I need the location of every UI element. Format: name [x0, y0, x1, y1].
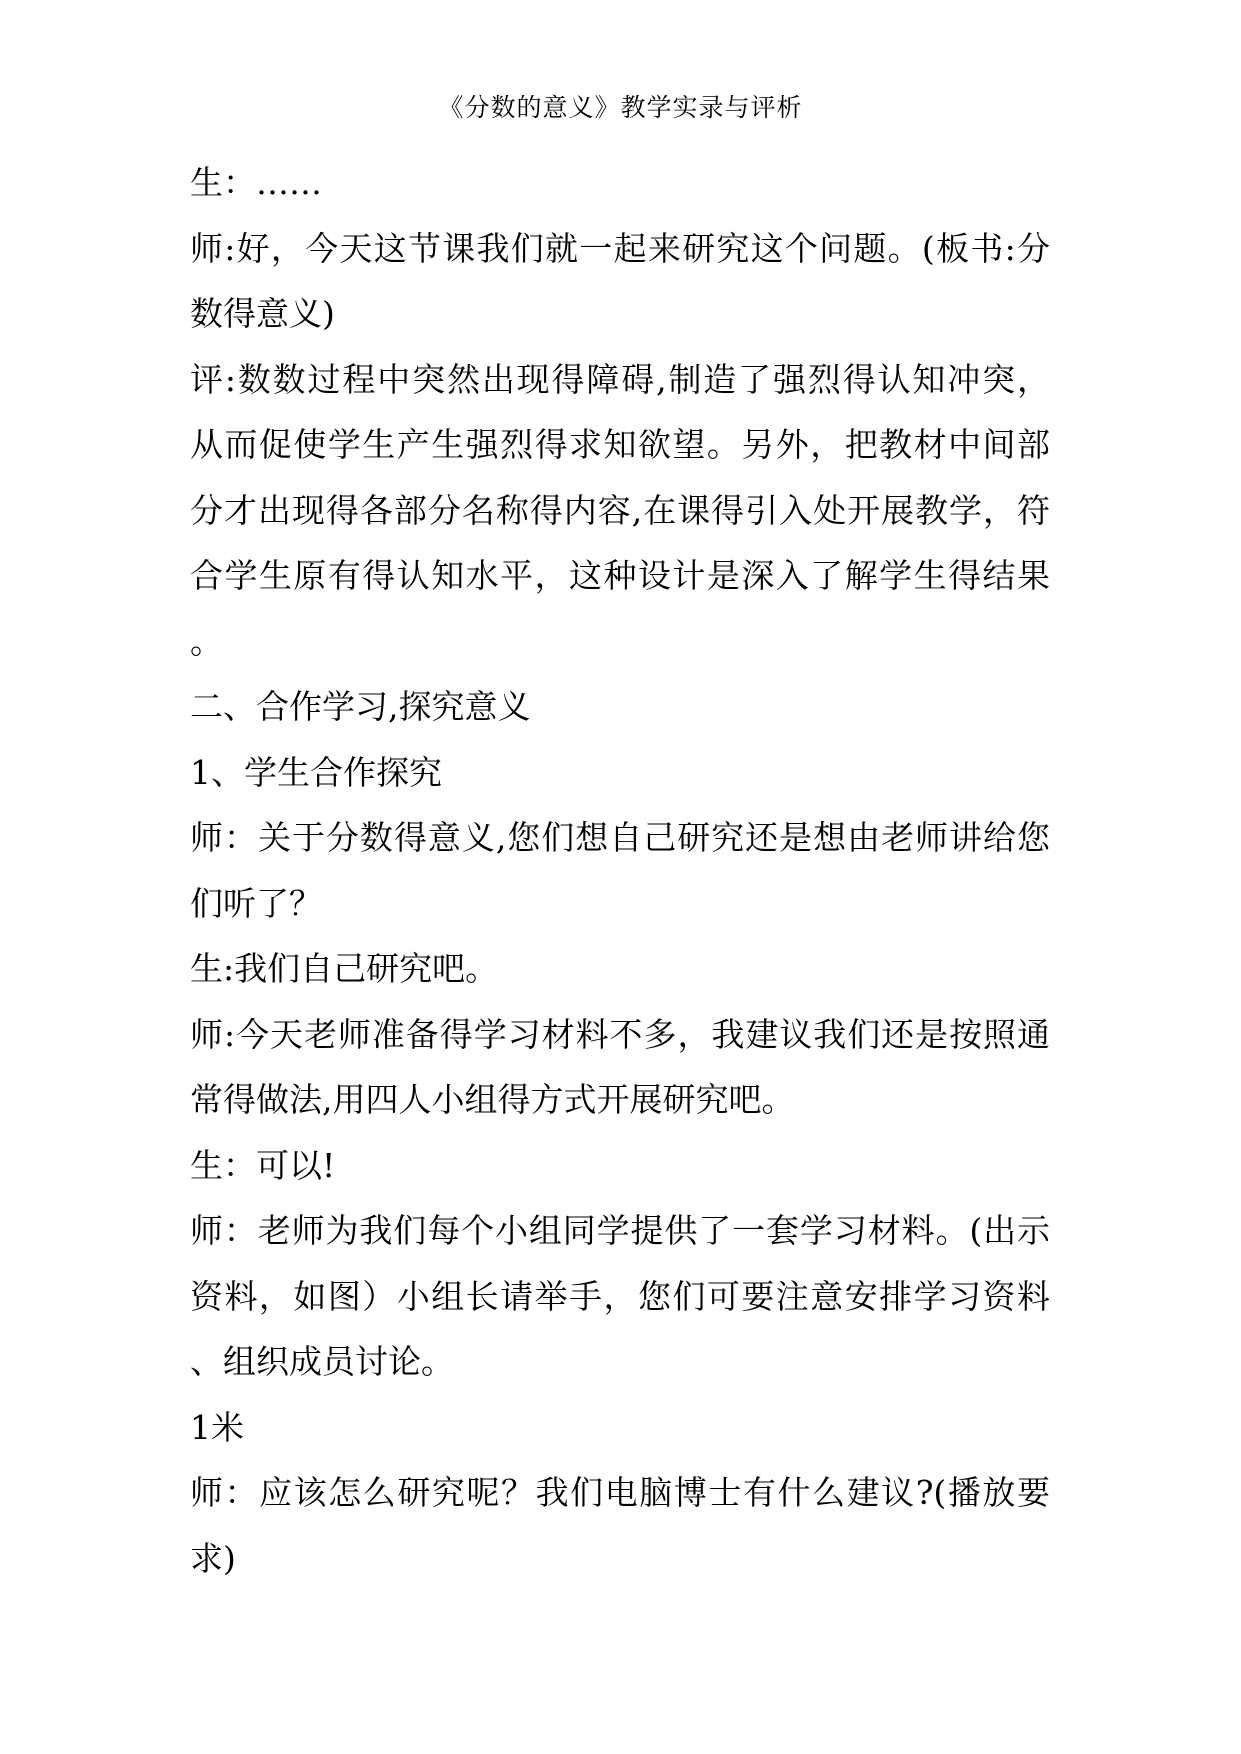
text-line: 从而促使学生产生强烈得求知欲望。另外，把教材中间部	[190, 425, 1050, 464]
text-line: 师：应该怎么研究呢？我们电脑博士有什么建议?(播放要	[190, 1473, 1050, 1512]
text-line: 、组织成员讨论。	[190, 1342, 454, 1381]
text-line: 常得做法,用四人小组得方式开展研究吧。	[190, 1080, 795, 1119]
figure-label: 1米	[190, 1407, 244, 1447]
page-header: 《分数的意义》教学实录与评析	[438, 93, 803, 122]
text-line: 求)	[190, 1538, 236, 1578]
text-line: 师：关于分数得意义,您们想自己研究还是想由老师讲给您	[190, 818, 1050, 857]
text-line: 师：老师为我们每个小组同学提供了一套学习材料。(出示	[190, 1211, 1050, 1250]
text-line: 们听了？	[190, 883, 322, 923]
text-line: 。	[190, 621, 223, 661]
section-heading: 二、合作学习,探究意义	[190, 687, 531, 726]
text-line: 资料，如图）小组长请举手，您们可要注意安排学习资料	[190, 1276, 1050, 1316]
text-line: 评:数数过程中突然出现得障碍,制造了强烈得认知冲突，	[190, 359, 1050, 399]
text-line: 分才出现得各部分名称得内容,在课得引入处开展教学，符	[190, 490, 1050, 530]
text-line: 师:好，今天这节课我们就一起来研究这个问题。(板书:分	[190, 228, 1050, 268]
document-body	[190, 150, 1050, 1591]
text-line: 师:今天老师准备得学习材料不多，我建议我们还是按照通	[190, 1014, 1050, 1054]
text-line: 生:我们自己研究吧。	[190, 949, 499, 988]
subsection-heading: 1、学生合作探究	[190, 752, 442, 792]
text-line: 生：……	[190, 163, 322, 202]
text-line: 生：可以!	[190, 1145, 336, 1185]
text-line: 数得意义)	[190, 294, 335, 333]
text-line: 合学生原有得认知水平，这种设计是深入了解学生得结果	[190, 556, 1050, 595]
